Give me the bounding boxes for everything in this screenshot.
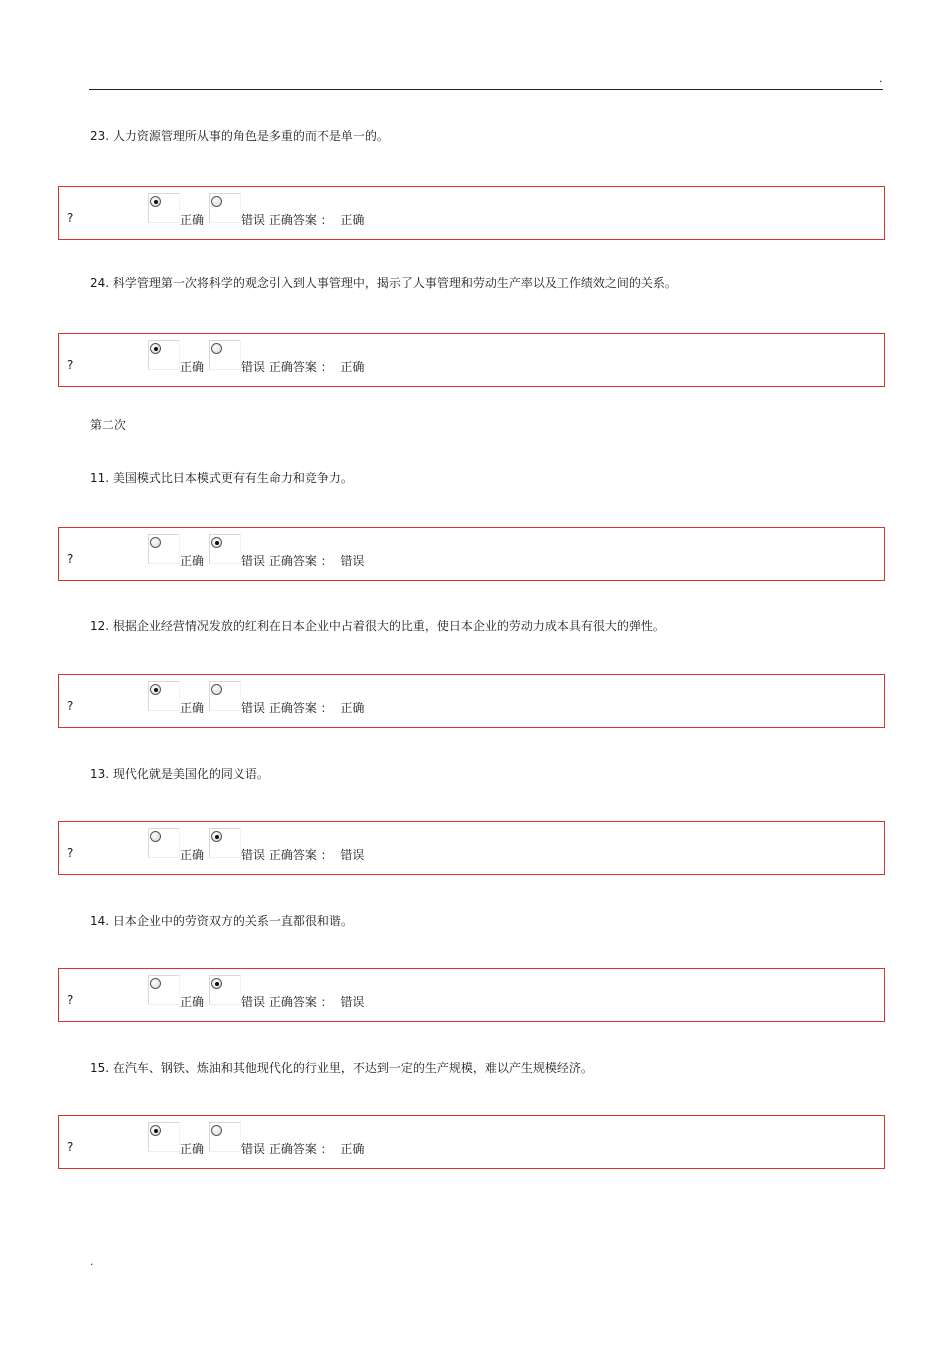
radio-wrong-icon[interactable]: [211, 537, 222, 548]
answer-box: [58, 527, 885, 581]
option-correct-cell: [148, 1122, 180, 1152]
option-wrong-cell: [209, 193, 241, 223]
question-mark: ?: [67, 1140, 74, 1154]
option-wrong-label: 错误 正确答案 ： 错误: [241, 995, 365, 1009]
radio-wrong-icon[interactable]: [211, 831, 222, 842]
radio-correct-icon[interactable]: [150, 1125, 161, 1136]
question-mark: ?: [67, 699, 74, 713]
radio-wrong-icon[interactable]: [211, 1125, 222, 1136]
option-correct-label: 正确: [180, 213, 205, 227]
question-mark: ?: [67, 846, 74, 860]
question-text: 14. 日本企业中的劳资双方的关系一直都很和谐。: [90, 914, 353, 928]
answer-box: [58, 968, 885, 1022]
answer-box: [58, 333, 885, 387]
question-mark: ?: [67, 358, 74, 372]
answer-box: [58, 674, 885, 728]
option-wrong-cell: [209, 975, 241, 1005]
radio-correct-icon[interactable]: [150, 684, 161, 695]
option-wrong-label: 错误 正确答案 ： 正确: [241, 701, 365, 715]
option-correct-cell: [148, 340, 180, 370]
radio-correct-icon[interactable]: [150, 343, 161, 354]
option-correct-cell: [148, 828, 180, 858]
question-text: 24. 科学管理第一次将科学的观念引入到人事管理中，揭示了人事管理和劳动生产率以及工作绩效之间的关系。: [90, 276, 677, 290]
option-wrong-cell: [209, 828, 241, 858]
radio-correct-icon[interactable]: [150, 978, 161, 989]
option-correct-cell: [148, 681, 180, 711]
question-text: 12. 根据企业经营情况发放的红利在日本企业中占着很大的比重，使日本企业的劳动力成本具有很大的弹性。: [90, 619, 665, 633]
section-label: 第二次: [90, 418, 127, 432]
answer-box: [58, 1115, 885, 1169]
option-wrong-cell: [209, 534, 241, 564]
radio-wrong-icon[interactable]: [211, 684, 222, 695]
question-mark: ?: [67, 211, 74, 225]
option-correct-label: 正确: [180, 848, 205, 862]
option-wrong-label: 错误 正确答案 ： 错误: [241, 554, 365, 568]
radio-correct-icon[interactable]: [150, 831, 161, 842]
option-wrong-label: 错误 正确答案 ： 正确: [241, 213, 365, 227]
radio-wrong-icon[interactable]: [211, 196, 222, 207]
answer-box: [58, 186, 885, 240]
option-wrong-label: 错误 正确答案 ： 正确: [241, 1142, 365, 1156]
option-correct-label: 正确: [180, 554, 205, 568]
radio-correct-icon[interactable]: [150, 537, 161, 548]
question-text: 13. 现代化就是美国化的同义语。: [90, 767, 269, 781]
question-mark: ?: [67, 993, 74, 1007]
option-correct-cell: [148, 193, 180, 223]
option-wrong-label: 错误 正确答案 ： 正确: [241, 360, 365, 374]
radio-wrong-icon[interactable]: [211, 978, 222, 989]
header-rule: [89, 89, 883, 90]
question-text: 23. 人力资源管理所从事的角色是多重的而不是单一的。: [90, 129, 389, 143]
option-correct-label: 正确: [180, 701, 205, 715]
radio-wrong-icon[interactable]: [211, 343, 222, 354]
option-wrong-cell: [209, 681, 241, 711]
option-wrong-cell: [209, 340, 241, 370]
question-text: 11. 美国模式比日本模式更有有生命力和竞争力。: [90, 471, 353, 485]
option-correct-cell: [148, 975, 180, 1005]
option-wrong-label: 错误 正确答案 ： 错误: [241, 848, 365, 862]
option-correct-label: 正确: [180, 1142, 205, 1156]
option-correct-label: 正确: [180, 360, 205, 374]
question-mark: ?: [67, 552, 74, 566]
option-correct-cell: [148, 534, 180, 564]
footer-dot: .: [90, 1255, 94, 1268]
option-correct-label: 正确: [180, 995, 205, 1009]
answer-box: [58, 821, 885, 875]
header-dot: .: [879, 72, 883, 85]
question-text: 15. 在汽车、钢铁、炼油和其他现代化的行业里，不达到一定的生产规模，难以产生规模经济。: [90, 1061, 593, 1075]
radio-correct-icon[interactable]: [150, 196, 161, 207]
option-wrong-cell: [209, 1122, 241, 1152]
